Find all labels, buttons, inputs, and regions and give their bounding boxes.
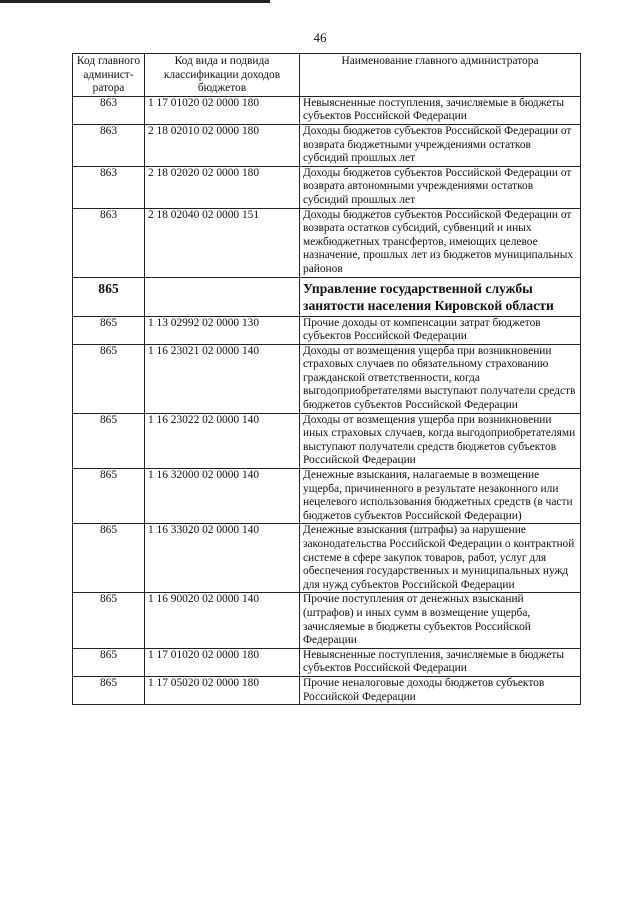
cell-admin-code: 865 — [73, 316, 145, 344]
budget-revenue-table — [72, 53, 581, 705]
cell-revenue-code — [145, 277, 300, 316]
table-row — [73, 676, 581, 704]
header-admin-code: Код главного админист-ратора — [73, 54, 145, 97]
cell-revenue-code: 1 16 32000 02 0000 140 — [145, 469, 300, 524]
cell-revenue-code: 2 18 02020 02 0000 180 — [145, 166, 300, 208]
cell-revenue-code: 1 16 23021 02 0000 140 — [145, 344, 300, 413]
top-rule — [0, 0, 270, 3]
cell-admin-code: 863 — [73, 166, 145, 208]
cell-admin-code: 863 — [73, 96, 145, 124]
table-row — [73, 208, 581, 277]
cell-admin-name: Доходы бюджетов субъектов Российской Федерации от возврата автономными учреждениями остатков субсидий прошлых лет — [300, 166, 581, 208]
cell-revenue-code: 1 16 23022 02 0000 140 — [145, 413, 300, 468]
table-row — [73, 648, 581, 676]
cell-admin-code: 865 — [73, 676, 145, 704]
section-row — [73, 277, 581, 316]
cell-admin-name: Денежные взыскания (штрафы) за нарушение законодательства Российской Федерации о контрактной системе в сфере закупок товаров, работ, услуг для обеспечения государственных и муниципальных нужд для нужд субъектов Российской Федерации — [300, 524, 581, 593]
cell-admin-code: 865 — [73, 648, 145, 676]
table-header-row — [73, 54, 581, 97]
table-row — [73, 593, 581, 648]
cell-admin-code: 865 — [73, 593, 145, 648]
cell-admin-code: 865 — [73, 413, 145, 468]
cell-admin-name: Прочие неналоговые доходы бюджетов субъектов Российской Федерации — [300, 676, 581, 704]
table-row — [73, 124, 581, 166]
cell-admin-name: Невыясненные поступления, зачисляемые в бюджеты субъектов Российской Федерации — [300, 96, 581, 124]
cell-revenue-code: 1 17 01020 02 0000 180 — [145, 96, 300, 124]
table-row — [73, 166, 581, 208]
table-row — [73, 524, 581, 593]
header-revenue-code: Код вида и подвида классификации доходов бюджетов — [145, 54, 300, 97]
cell-admin-code: 865 — [73, 524, 145, 593]
cell-admin-name: Доходы от возмещения ущерба при возникновении иных страховых случаев, когда выгодоприобретателями выступают получатели средств бюджетов субъектов Российской Федерации — [300, 413, 581, 468]
cell-admin-name: Прочие доходы от компенсации затрат бюджетов субъектов Российской Федерации — [300, 316, 581, 344]
table-body — [73, 96, 581, 704]
cell-revenue-code: 1 17 05020 02 0000 180 — [145, 676, 300, 704]
cell-admin-name: Доходы бюджетов субъектов Российской Федерации от возврата бюджетными учреждениями остатков субсидий прошлых лет — [300, 124, 581, 166]
cell-revenue-code: 2 18 02040 02 0000 151 — [145, 208, 300, 277]
table-row — [73, 96, 581, 124]
cell-admin-code: 865 — [73, 469, 145, 524]
cell-admin-name: Управление государственной службы занятости населения Кировской области — [300, 277, 581, 316]
table-row — [73, 469, 581, 524]
cell-admin-code: 863 — [73, 208, 145, 277]
cell-admin-code: 863 — [73, 124, 145, 166]
cell-admin-name: Доходы от возмещения ущерба при возникновении страховых случаев по обязательному страхованию гражданской ответственности, когда выгодоприобретателями выступают получатели средств бюджетов субъектов Российской Федерации — [300, 344, 581, 413]
cell-admin-code: 865 — [73, 277, 145, 316]
cell-admin-name: Прочие поступления от денежных взысканий (штрафов) и иных сумм в возмещение ущерба, зачисляемые в бюджеты субъектов Российской Федерации — [300, 593, 581, 648]
page-number: 46 — [313, 30, 327, 45]
cell-revenue-code: 1 16 33020 02 0000 140 — [145, 524, 300, 593]
cell-admin-name: Невыясненные поступления, зачисляемые в бюджеты субъектов Российской Федерации — [300, 648, 581, 676]
cell-revenue-code: 1 16 90020 02 0000 140 — [145, 593, 300, 648]
header-admin-name: Наименование главного администратора — [300, 54, 581, 97]
table-row — [73, 413, 581, 468]
cell-revenue-code: 1 13 02992 02 0000 130 — [145, 316, 300, 344]
cell-revenue-code: 2 18 02010 02 0000 180 — [145, 124, 300, 166]
table-row — [73, 316, 581, 344]
cell-admin-code: 865 — [73, 344, 145, 413]
cell-admin-name: Доходы бюджетов субъектов Российской Федерации от возврата остатков субсидий, субвенций и иных межбюджетных трансфертов, имеющих целевое назначение, прошлых лет из бюджетов муниципальных районов — [300, 208, 581, 277]
cell-admin-name: Денежные взыскания, налагаемые в возмещение ущерба, причиненного в результате незаконного или нецелевого использования бюджетных средств (в части бюджетов субъектов Российской Федерации) — [300, 469, 581, 524]
cell-revenue-code: 1 17 01020 02 0000 180 — [145, 648, 300, 676]
table-row — [73, 344, 581, 413]
